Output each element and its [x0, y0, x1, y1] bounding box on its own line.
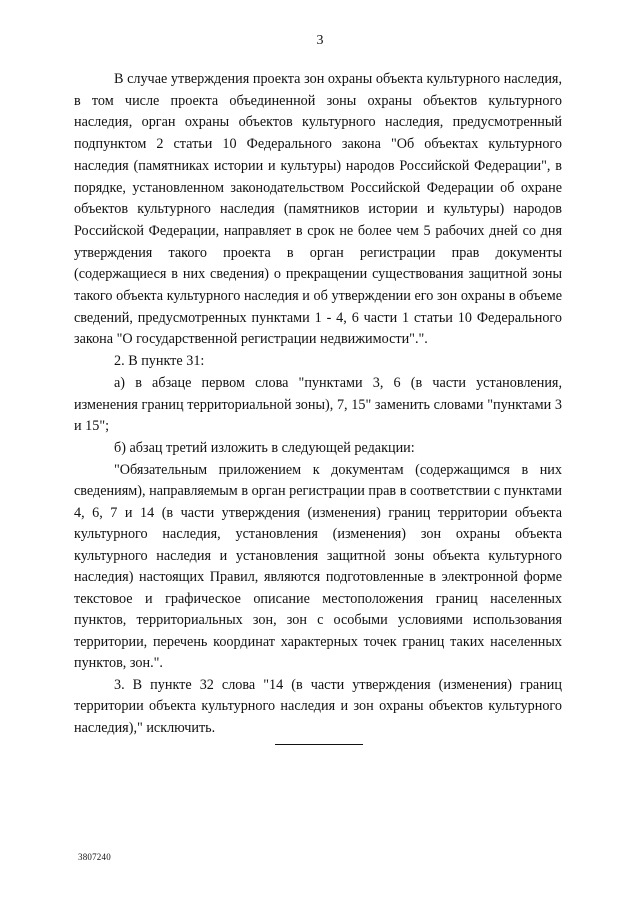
page-number: 3	[316, 33, 324, 48]
paragraph-zone-protection: В случае утверждения проекта зон охраны объекта культурного наследия, в том числе проекта объединенной зоны охраны объектов культурного наследия, орган охраны объектов культурного наследия, предусмотренный подпунктом 2 статьи 10 Федерального закона "Об объектах культурного наследия (памятниках истории и культуры) народов Российской Федерации", в порядке, установленном законодательством Российской Федерации об охране объектов культурного наследия (памятников истории и культуры) народов Российской Федерации, направляет в срок не более чем 5 рабочих дней со дня утверждения такого проекта в орган регистрации прав документы (содержащиеся в них сведения) о прекращении существования защитной зоны такого объекта культурного наследия и об утверждении его зон охраны в объеме сведений, предусмотренных пунктами 1 - 4, 6 части 1 статьи 10 Федерального закона "О государственной регистрации недвижимости".".	[74, 71, 562, 348]
document-code: 3807240	[78, 852, 111, 862]
closing-rule	[275, 744, 363, 745]
paragraph-item-3: 3. В пункте 32 слова "14 (в части утверждения (изменения) границ территории объекта культурного наследия и зон охраны объектов культурного наследия)," исключить.	[74, 676, 562, 737]
paragraph-new-wording: "Обязательным приложением к документам (содержащимся в них сведениям), направляемым в орган регистрации прав в соответствии с пунктами 4, 6, 7 и 14 (в части утверждения (изменения) границ территории объекта культурного наследия, установления (изменения) зон охраны объекта культурного наследия и установления защитной зоны объекта культурного наследия) настоящих Правил, являются подготовленные в электронной форме текстовое и графическое описание местоположения границ населенных пунктов, территориальных зон, зон с особыми условиями использования территории, перечень координат характерных точек границ таких населенных пунктов, зон.".	[74, 461, 562, 672]
paragraph-subitem-b: б) абзац третий изложить в следующей редакции:	[114, 439, 415, 456]
paragraph-item-2: 2. В пункте 31:	[114, 353, 205, 370]
paragraph-subitem-a: а) в абзаце первом слова "пунктами 3, 6 (в части установления, изменения границ территориальной зоны), 7, 15" заменить словами "пунктами 3 и 15";	[74, 374, 562, 435]
document-body	[74, 69, 562, 740]
